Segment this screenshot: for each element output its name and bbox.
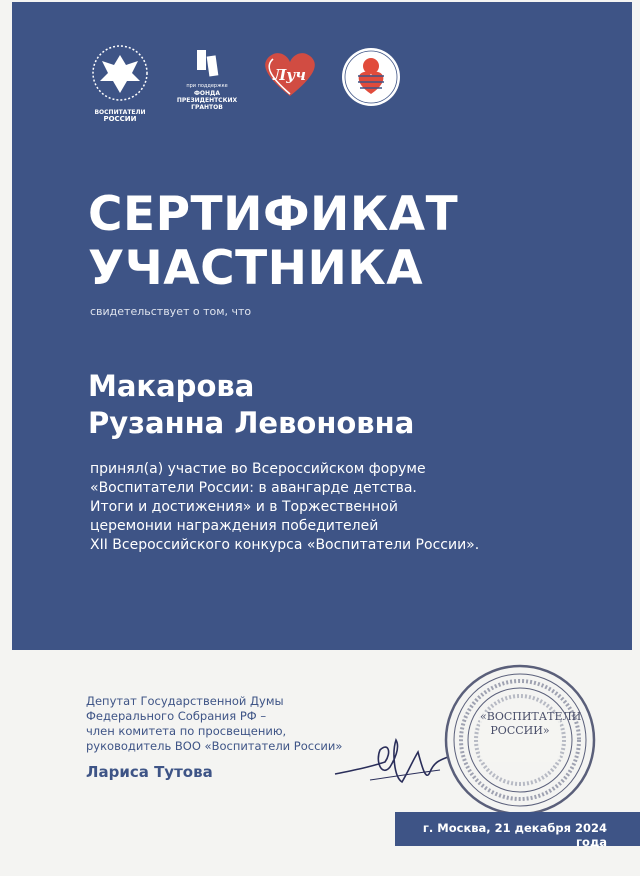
grant-fund-logo (172, 46, 242, 116)
logo-luch-text: Луч (273, 66, 306, 84)
certificate-body (90, 460, 560, 555)
logo-fond-line1: ФОНДА (193, 90, 221, 97)
logos-row (70, 38, 450, 123)
logo-fond-line2: ПРЕЗИДЕНТСКИХ (176, 97, 238, 104)
signatory-line: Федерального Собрания РФ – (86, 709, 267, 723)
recipient-given-names: Рузанна Левоновна (88, 406, 415, 440)
luch-logo (255, 46, 325, 106)
logo-fond-line3: ГРАНТОВ (191, 104, 223, 111)
certificate-subtitle: свидетельствует о том, что (90, 305, 252, 318)
body-line: XII Всероссийского конкурса «Воспитатели России». (90, 537, 480, 553)
body-line: церемонии награждения победителей (90, 518, 379, 534)
recipient-name (88, 368, 414, 442)
body-line: принял(а) участие во Всероссийском форуме (90, 461, 426, 477)
eagle-emblem-icon (80, 43, 160, 123)
grant-fund-icon (172, 46, 242, 78)
title-line2: УЧАСТНИКА (88, 241, 424, 296)
place-and-date: г. Москва, 21 декабря 2024 года (422, 821, 607, 849)
signatory-name: Лариса Тутова (86, 763, 213, 781)
official-stamp (440, 660, 600, 820)
signatory-line: Депутат Государственной Думы (86, 694, 284, 708)
stamp-line2: РОССИИ» (490, 724, 550, 737)
logo-vospitateli-line1: ВОСПИТАТЕЛИ (94, 109, 146, 116)
signatory-line: руководитель ВОО «Воспитатели России» (86, 739, 343, 753)
stamp-center-text (480, 710, 582, 738)
logo-fond-small: при поддержке (186, 83, 228, 89)
recipient-surname: Макарова (88, 369, 255, 403)
title-line1: СЕРТИФИКАТ (88, 187, 459, 242)
body-line: «Воспитатели России: в авангарде детства. (90, 480, 417, 496)
stamp-line1: «ВОСПИТАТЕЛИ (480, 710, 582, 723)
child-heart-logo-icon (338, 44, 404, 110)
body-line: Итоги и достижения» и в Торжественной (90, 499, 398, 515)
certificate-title (88, 188, 458, 296)
signatory-title (86, 694, 342, 754)
signatory-line: член комитета по просвещению, (86, 724, 287, 738)
logo-vospitateli-line2: РОССИИ (103, 115, 137, 123)
